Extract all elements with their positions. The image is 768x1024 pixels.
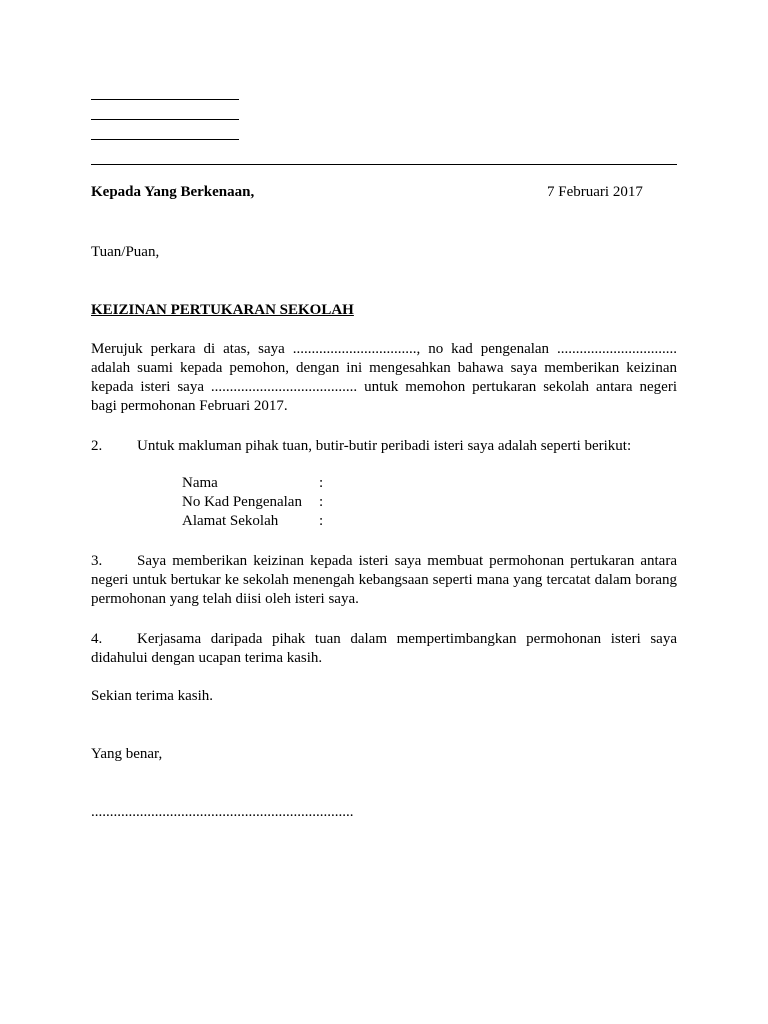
- paragraph-3-text: Saya memberikan keizinan kepada isteri saya membuat permohonan pertukaran antara negeri untuk bertukar ke sekolah menengah kebangsaan seperti mana yang tercatat dalam borang permohonan yang telah diisi oleh isteri saya.: [91, 553, 677, 607]
- detail-label: Alamat Sekolah: [182, 513, 279, 529]
- paragraph-4-text: Kerjasama daripada pihak tuan dalam mempertimbangkan permohonan isteri saya didahului dengan ucapan terima kasih.: [91, 631, 677, 666]
- detail-row-school: [182, 512, 323, 531]
- address-line-1: [91, 99, 239, 100]
- paragraph-1: Merujuk perkara di atas, saya ................................., no kad pengenalan ................................ adalah suami kepada pemohon, dengan ini mengesahkan bahawa saya memberikan keizinan kepada isteri saya ....................................... untuk memohon pertukaran sekolah antara negeri bagi permohonan Februari 2017.: [91, 341, 677, 414]
- detail-row-name: [182, 474, 323, 493]
- detail-separator: :: [319, 475, 324, 491]
- header-divider: [91, 164, 677, 165]
- detail-separator: :: [319, 513, 324, 529]
- paragraph-2-number: 2.: [91, 438, 103, 454]
- address-line-2: [91, 119, 239, 120]
- paragraph-2-text: Untuk makluman pihak tuan, butir-butir peribadi isteri saya adalah seperti berikut:: [137, 438, 632, 454]
- closing-thanks: Sekian terima kasih.: [91, 688, 214, 704]
- paragraph-3-number: 3.: [91, 553, 103, 569]
- paragraph-3: [91, 552, 677, 609]
- address-line-3: [91, 139, 239, 140]
- paragraph-2: [91, 437, 677, 456]
- detail-separator: :: [319, 494, 324, 510]
- paragraph-4-number: 4.: [91, 631, 103, 647]
- recipient-line: Kepada Yang Berkenaan,: [91, 184, 255, 200]
- signature-line: ......................................................................: [91, 804, 354, 820]
- detail-row-ic: [182, 493, 323, 512]
- closing-sign-off: Yang benar,: [91, 746, 163, 762]
- letter-date: 7 Februari 2017: [547, 184, 643, 200]
- salutation: Tuan/Puan,: [91, 244, 160, 260]
- detail-label: No Kad Pengenalan: [182, 494, 302, 510]
- subject-title: KEIZINAN PERTUKARAN SEKOLAH: [91, 302, 354, 318]
- detail-label: Nama: [182, 475, 218, 491]
- paragraph-4: [91, 630, 677, 668]
